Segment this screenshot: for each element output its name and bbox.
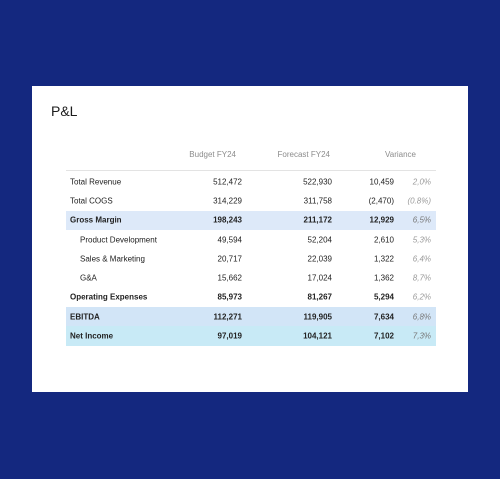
- row-label: Sales & Marketing: [80, 254, 145, 264]
- table-row-gross-margin: [66, 211, 436, 230]
- row-forecast: 522,930: [303, 177, 332, 187]
- row-variance-pct: (0.8%): [407, 196, 431, 206]
- row-forecast: 22,039: [307, 254, 332, 264]
- row-forecast: 52,204: [307, 235, 332, 245]
- row-forecast: 119,905: [303, 312, 332, 322]
- row-budget: 112,271: [213, 312, 242, 322]
- card-title: P&L: [51, 103, 78, 119]
- row-variance-pct: 6,2%: [412, 292, 431, 302]
- row-label: Product Development: [80, 235, 157, 245]
- table-header: [66, 150, 436, 171]
- row-budget: 49,594: [217, 235, 242, 245]
- pl-table: [66, 150, 436, 346]
- row-variance-pct: 2,0%: [412, 177, 431, 187]
- row-variance: 1,322: [373, 254, 394, 264]
- row-variance: 12,929: [369, 215, 394, 225]
- row-label: Total COGS: [70, 196, 113, 206]
- row-variance-pct: 6,8%: [412, 312, 431, 322]
- table-row-operating-expenses: [66, 288, 436, 307]
- row-forecast: 104,121: [303, 331, 332, 341]
- row-variance: 7,102: [373, 331, 394, 341]
- table-body: [66, 172, 436, 346]
- row-label: Total Revenue: [70, 177, 122, 187]
- row-variance: (2,470): [368, 196, 394, 206]
- table-row-ebitda: [66, 307, 436, 326]
- row-label: Operating Expenses: [70, 292, 148, 302]
- row-label: Net Income: [70, 331, 114, 341]
- row-label: G&A: [80, 273, 97, 283]
- row-variance-pct: 8,7%: [412, 273, 431, 283]
- table-row-g-and-a: [66, 268, 436, 287]
- header-budget: Budget FY24: [189, 150, 236, 159]
- row-variance-pct: 6,4%: [412, 254, 431, 264]
- row-forecast: 81,267: [307, 292, 332, 302]
- row-variance: 7,634: [373, 312, 394, 322]
- table-row-total-revenue: [66, 172, 436, 191]
- table-row-product-development: [66, 230, 436, 249]
- header-variance: Variance: [385, 150, 416, 159]
- row-label: EBITDA: [70, 312, 100, 322]
- row-forecast: 211,172: [303, 215, 332, 225]
- row-budget: 85,973: [217, 292, 242, 302]
- table-row-sales-marketing: [66, 249, 436, 268]
- row-forecast: 311,758: [303, 196, 332, 206]
- row-forecast: 17,024: [307, 273, 332, 283]
- row-variance: 10,459: [369, 177, 394, 187]
- row-budget: 20,717: [217, 254, 242, 264]
- row-budget: 314,229: [213, 196, 242, 206]
- table-row-net-income: [66, 326, 436, 345]
- row-variance-pct: 6,5%: [412, 215, 431, 225]
- table-row-total-cogs: [66, 191, 436, 210]
- row-variance: 2,610: [373, 235, 394, 245]
- row-budget: 198,243: [213, 215, 242, 225]
- row-variance: 5,294: [373, 292, 394, 302]
- header-forecast: Forecast FY24: [277, 150, 330, 159]
- row-variance-pct: 5,3%: [412, 235, 431, 245]
- row-variance: 1,362: [373, 273, 394, 283]
- row-budget: 15,662: [217, 273, 242, 283]
- row-budget: 512,472: [213, 177, 242, 187]
- row-label: Gross Margin: [70, 215, 122, 225]
- row-budget: 97,019: [217, 331, 242, 341]
- row-variance-pct: 7,3%: [412, 331, 431, 341]
- pl-card: [32, 86, 468, 392]
